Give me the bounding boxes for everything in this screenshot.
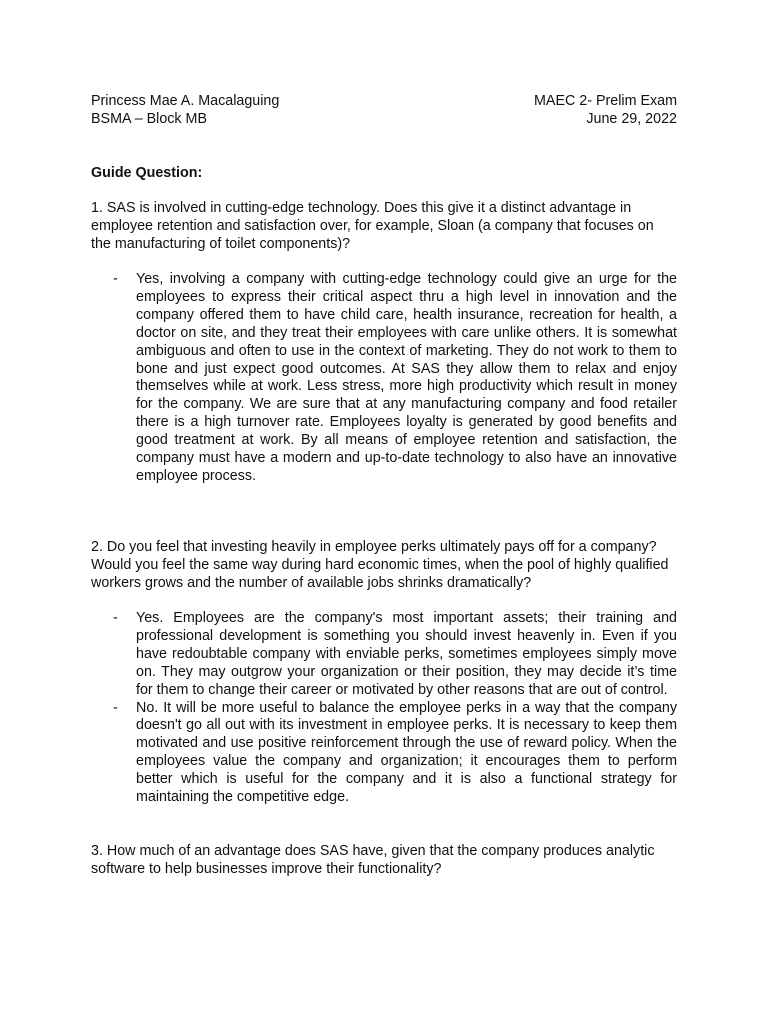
answer-bullet: - — [113, 699, 118, 716]
answer-bullet: - — [113, 610, 118, 626]
answer-list-2 — [91, 610, 677, 807]
question-2: 2. Do you feel that investing heavily in employee perks ultimately pays off for a company? Would you feel the same way during hard economic times, when the pool of highly qualified workers grows and the number of available jobs shrinks dramatically? — [91, 539, 669, 591]
answer-item — [91, 700, 677, 807]
question-3: 3. How much of an advantage does SAS have, given that the company produces analytic software to help businesses improve their functionality? — [91, 843, 655, 877]
student-name: Princess Mae A. Macalaguing — [91, 93, 280, 109]
question-1: 1. SAS is involved in cutting-edge technology. Does this give it a distinct advantage in employee retention and satisfaction over, for example, Sloan (a company that focuses on the manufacturing of toilet components)? — [91, 200, 654, 252]
header-row-1 — [91, 93, 677, 111]
answer-text: No. It will be more useful to balance the employee perks in a way that the company doesn't go all out with its investment in employee perks. It is necessary to keep them motivated and use positive reinforcement through the use of reward policy. When the employees value the company and organization; it encourages them to perform better which is useful for the company and it is also a functional strategy for maintaining the competitive edge. — [136, 699, 677, 806]
answer-list-1 — [91, 271, 677, 486]
student-section: BSMA – Block MB — [91, 111, 208, 127]
guide-heading: Guide Question: — [91, 165, 203, 181]
answer-text: Yes. Employees are the company's most important assets; their training and professional development is something you should invest heavenly in. Even if you have redoubtable company with enviable perks, sometimes employees simply move on. They may outgrow your organization or their position, they may decide it’s time for them to change their career or motivated by other reasons that are out of control. — [136, 610, 677, 698]
exam-date: June 29, 2022 — [586, 111, 677, 127]
answer-item — [91, 610, 677, 700]
answer-text: Yes, involving a company with cutting-edge technology could give an urge for the employees to express their critical aspect thru a high level in innovation and the company offered them to have child care, health insurance, recreation for health, a doctor on site, and they treat their employees with care unlike others. It is somewhat ambiguous and often to use in the context of marketing. They do not work to them to bone and just expect good outcomes. At SAS they allow them to relax and enjoy themselves while at work. Less stress, more high productivity which result in money for the company. We are sure that at any manufacturing company and food retailer there is a high turnover rate. Employees loyalty is generated by good benefits and good treatment at work. By all means of employee retention and satisfaction, the company must have a modern and up-to-date technology to also have an innovative employee process. — [136, 271, 677, 484]
answer-bullet: - — [113, 271, 118, 287]
answer-item — [91, 271, 677, 486]
header-row-2 — [91, 111, 677, 129]
exam-title: MAEC 2- Prelim Exam — [534, 93, 677, 109]
